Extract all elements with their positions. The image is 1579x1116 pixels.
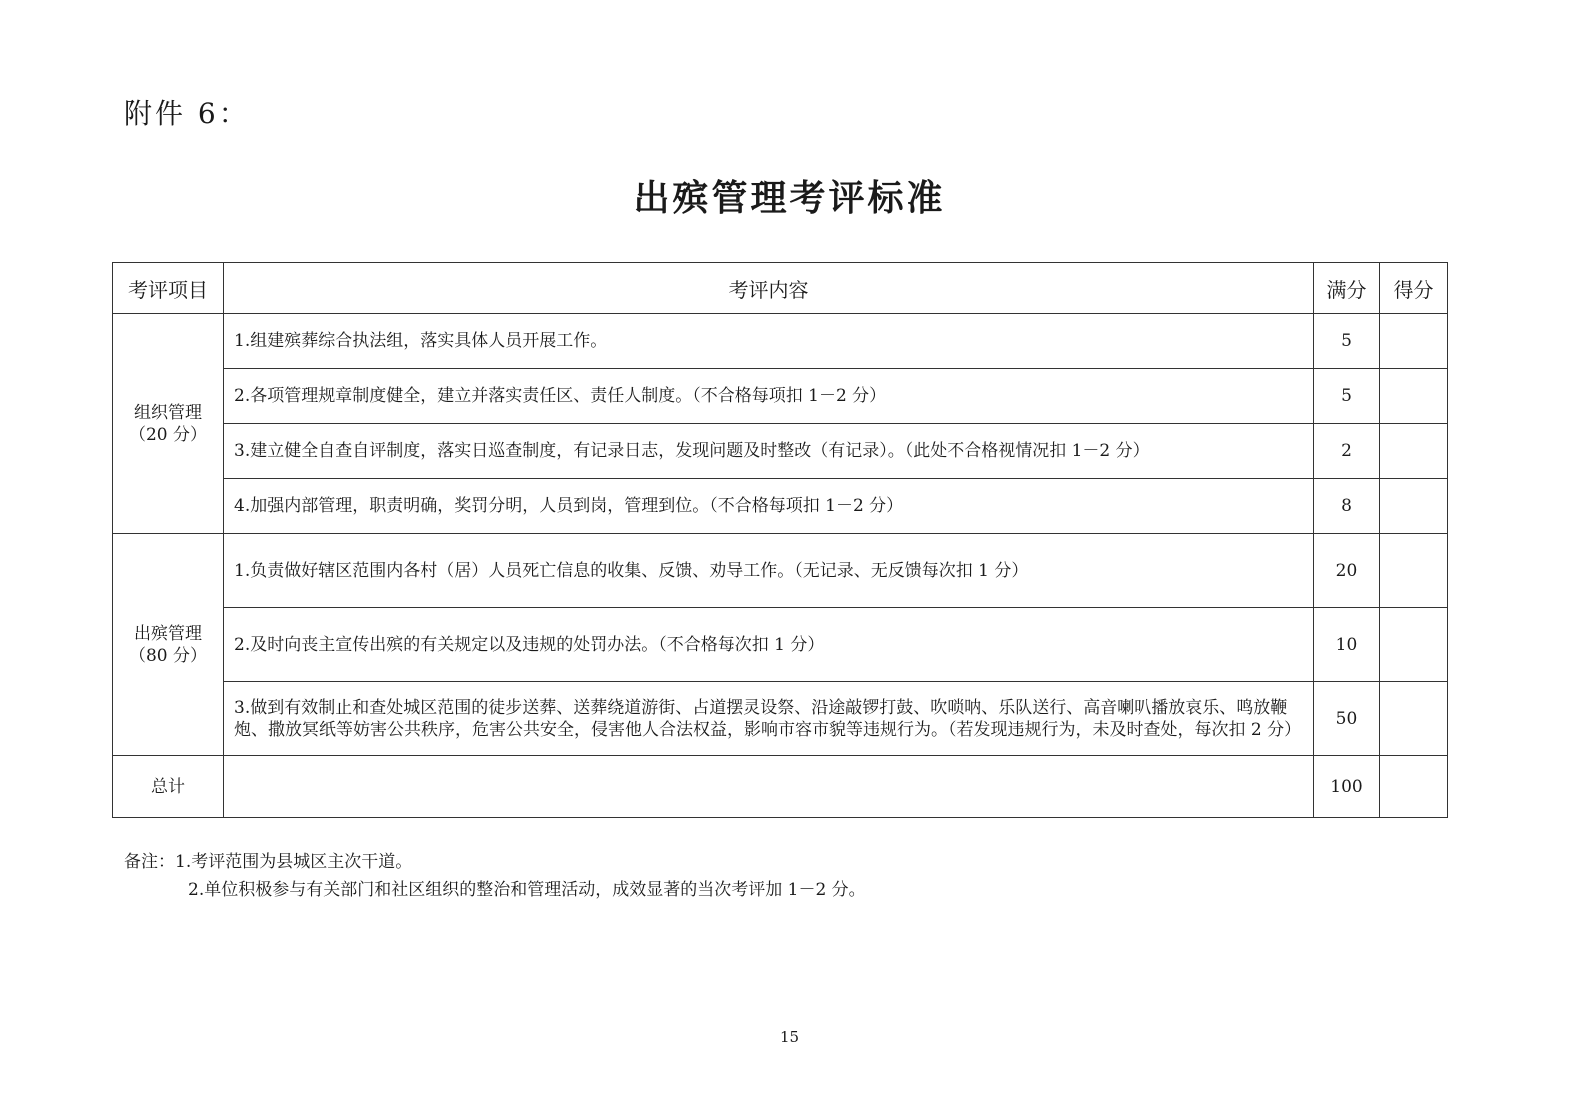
note-item: 2.单位积极参与有关部门和社区组织的整治和管理活动，成效显著的当次考评加 1－2 分。 [188, 880, 866, 900]
category-name: 组织管理 [134, 402, 202, 423]
attachment-label: 附件 6： [124, 97, 250, 130]
criterion-content: 4.加强内部管理，职责明确，奖罚分明，人员到岗，管理到位。（不合格每项扣 1－2 分） [224, 479, 1314, 534]
criterion-content: 1.负责做好辖区范围内各村（居）人员死亡信息的收集、反馈、劝导工作。（无记录、无反馈每次扣 1 分） [224, 534, 1314, 608]
category-org-management [113, 314, 224, 534]
total-score-cell[interactable] [1380, 756, 1448, 818]
table-header-row [113, 263, 1448, 314]
total-content [224, 756, 1314, 818]
criterion-content: 3.建立健全自查自评制度，落实日巡查制度，有记录日志，发现问题及时整改（有记录）。（此处不合格视情况扣 1－2 分） [224, 424, 1314, 479]
score-cell[interactable] [1380, 682, 1448, 756]
full-score-cell: 5 [1314, 314, 1380, 369]
header-full-score: 满分 [1314, 263, 1380, 314]
category-points: （80 分） [128, 645, 208, 666]
table-row [113, 479, 1448, 534]
score-cell[interactable] [1380, 369, 1448, 424]
document-title: 出殡管理考评标准 [633, 178, 946, 219]
criterion-content: 1.组建殡葬综合执法组，落实具体人员开展工作。 [224, 314, 1314, 369]
score-cell[interactable] [1380, 424, 1448, 479]
score-cell[interactable] [1380, 534, 1448, 608]
category-funeral-management [113, 534, 224, 756]
notes [124, 848, 866, 904]
page-number: 15 [779, 1028, 800, 1046]
note-line-2 [124, 876, 866, 904]
full-score-cell: 2 [1314, 424, 1380, 479]
table-row [113, 534, 1448, 608]
full-score-cell: 20 [1314, 534, 1380, 608]
table-row [113, 682, 1448, 756]
header-content: 考评内容 [224, 263, 1314, 314]
evaluation-table [112, 262, 1448, 818]
table-row [113, 424, 1448, 479]
header-item: 考评项目 [113, 263, 224, 314]
total-label: 总计 [113, 756, 224, 818]
full-score-cell: 50 [1314, 682, 1380, 756]
notes-prefix: 备注： [124, 852, 175, 872]
total-full-score: 100 [1314, 756, 1380, 818]
note-item: 1.考评范围为县城区主次干道。 [175, 852, 413, 872]
full-score-cell: 10 [1314, 608, 1380, 682]
criterion-content: 2.及时向丧主宣传出殡的有关规定以及违规的处罚办法。（不合格每次扣 1 分） [224, 608, 1314, 682]
score-cell[interactable] [1380, 608, 1448, 682]
score-cell[interactable] [1380, 479, 1448, 534]
full-score-cell: 5 [1314, 369, 1380, 424]
criterion-content: 2.各项管理规章制度健全，建立并落实责任区、责任人制度。（不合格每项扣 1－2 分） [224, 369, 1314, 424]
category-points: （20 分） [128, 424, 208, 445]
table-row [113, 608, 1448, 682]
full-score-cell: 8 [1314, 479, 1380, 534]
header-score: 得分 [1380, 263, 1448, 314]
category-name: 出殡管理 [134, 623, 202, 644]
criterion-content: 3.做到有效制止和查处城区范围的徒步送葬、送葬绕道游街、占道摆灵设祭、沿途敲锣打鼓、吹唢呐、乐队送行、高音喇叭播放哀乐、鸣放鞭炮、撒放冥纸等妨害公共秩序，危害公共安全，侵害他人合法权益，影响市容市貌等违规行为。（若发现违规行为，未及时查处，每次扣 2 分） [224, 682, 1314, 756]
note-line-1 [124, 848, 866, 876]
score-cell[interactable] [1380, 314, 1448, 369]
table-row [113, 369, 1448, 424]
total-row [113, 756, 1448, 818]
table-row [113, 314, 1448, 369]
